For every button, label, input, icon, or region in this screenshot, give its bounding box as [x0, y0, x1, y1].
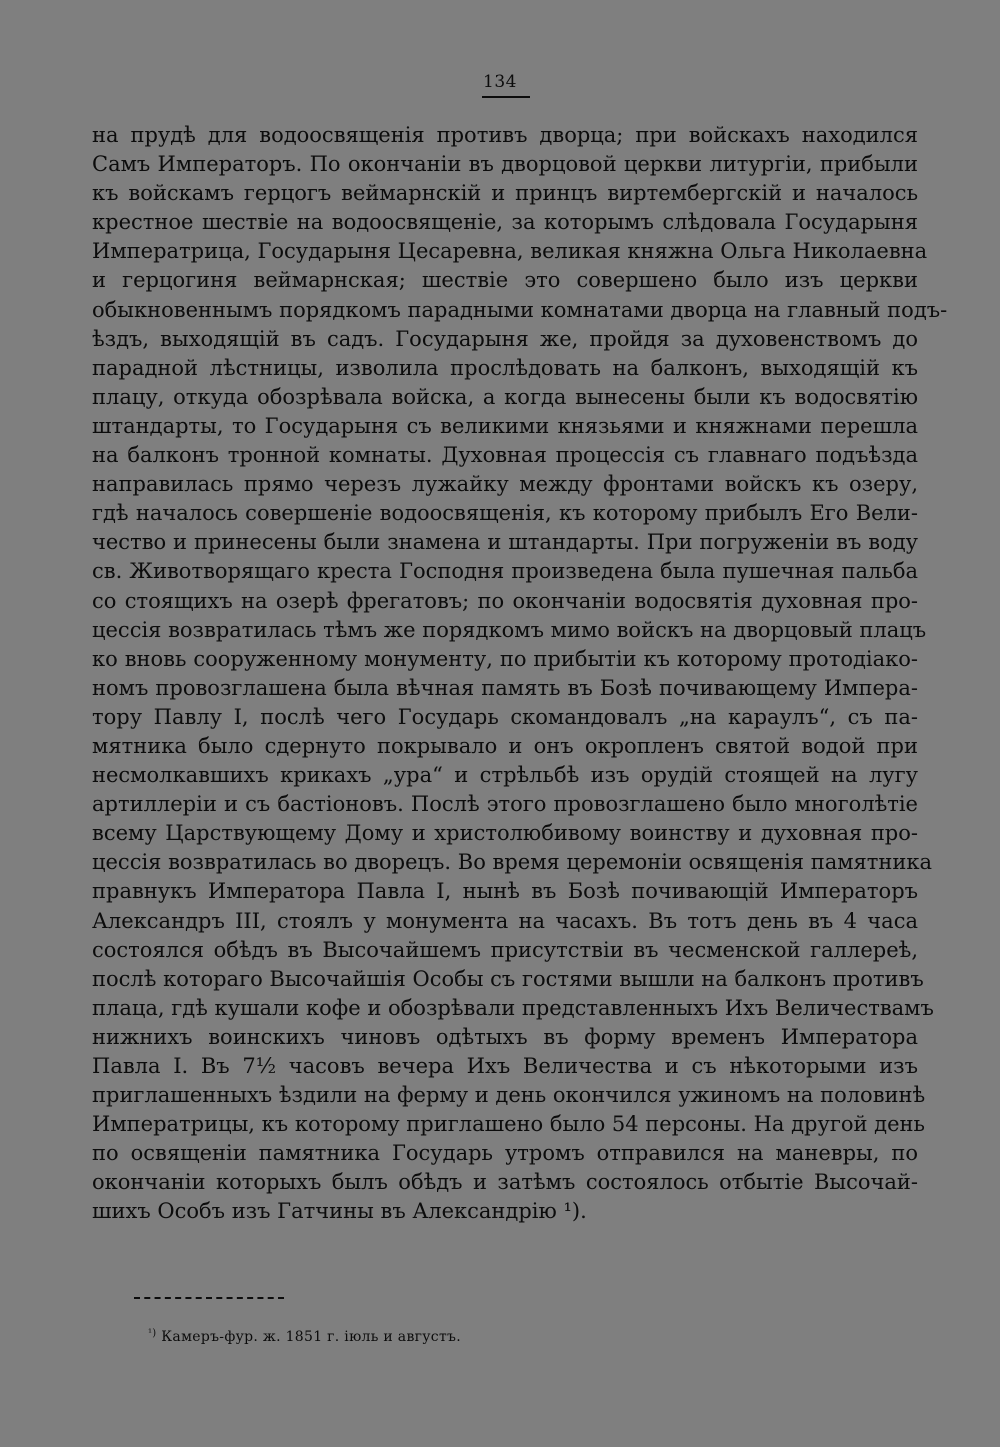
text-line: св. Животворящаго креста Господня произведена была пушечная пальба: [92, 559, 918, 584]
text-line: всему Царствующему Дому и христолюбивому воинству и духовная про-: [92, 821, 918, 846]
footnote-text: Камеръ-фур. ж. 1851 г. іюль и августъ.: [161, 1329, 461, 1345]
text-line: Императрицы, къ которому приглашено было 54 персоны. На другой день: [92, 1112, 925, 1137]
text-line: артиллеріи и съ бастіоновъ. Послѣ этого провозглашено было многолѣтіе: [92, 792, 918, 817]
footnote-marker: ¹): [148, 1328, 157, 1339]
text-line: Императрица, Государыня Цесаревна, великая княжна Ольга Николаевна: [92, 239, 928, 264]
text-line: мятника было сдернуто покрывало и онъ окропленъ святой водой при: [92, 733, 918, 758]
body-text: [92, 121, 948, 1227]
text-line: крестное шествіе на водоосвященіе, за которымъ слѣдовала Государыня: [92, 210, 918, 235]
text-line: приглашенныхъ ѣздили на ферму и день окончился ужиномъ на половинѣ: [92, 1083, 926, 1108]
text-line: гдѣ началось совершеніе водоосвященія, къ которому прибылъ Его Вели-: [92, 501, 918, 526]
text-line: несмолкавшихъ крикахъ „ура“ и стрѣльбѣ изъ орудій стоящей на лугу: [92, 763, 918, 788]
text-line: чество и принесены были знамена и штандарты. При погруженіи въ воду: [92, 530, 918, 555]
text-line: Александръ III, стоялъ у монумента на часахъ. Въ тотъ день въ 4 часа: [92, 908, 918, 933]
text-line: цессія возвратилась во дворецъ. Во время церемоніи освященія памятника: [92, 850, 933, 875]
text-line: обыкновеннымъ порядкомъ парадными комнатами дворца на главный подъ-: [92, 297, 948, 322]
footnote: [148, 1328, 461, 1345]
text-line: по освященіи памятника Государь утромъ отправился на маневры, по: [92, 1141, 918, 1166]
footnote-separator: [134, 1297, 284, 1301]
text-line: къ войскамъ герцогъ веймарнскій и принцъ виртембергскій и началось: [92, 181, 918, 206]
text-line: ѣздъ, выходящій въ садъ. Государыня же, пройдя за духовенствомъ до: [92, 326, 918, 351]
text-line: плаца, гдѣ кушали кофе и обозрѣвали представленныхъ Ихъ Величествамъ: [92, 995, 934, 1020]
text-line: послѣ котораго Высочайшія Особы съ гостями вышли на балконъ противъ: [92, 966, 924, 991]
text-line: направилась прямо черезъ лужайку между фронтами войскъ къ озеру,: [92, 472, 918, 497]
text-line: плацу, откуда обозрѣвала войска, а когда вынесены были къ водосвятію: [92, 384, 918, 409]
text-line: со стоящихъ на озерѣ фрегатовъ; по окончаніи водосвятія духовная про-: [92, 588, 918, 613]
text-line: и герцогиня веймарнская; шествіе это совершено было изъ церкви: [92, 268, 918, 293]
text-line: Павла I. Въ 7½ часовъ вечера Ихъ Величества и съ нѣкоторыми изъ: [92, 1054, 918, 1078]
text-line: ко вновь сооруженному монументу, по прибытіи къ которому протодіако-: [92, 646, 918, 671]
text-line: Самъ Императоръ. По окончаніи въ дворцовой церкви литургіи, прибыли: [92, 152, 918, 177]
text-line: штандарты, то Государыня съ великими князьями и княжнами перешла: [92, 413, 918, 438]
text-line: номъ провозглашена была вѣчная память въ Бозѣ почивающему Импера-: [92, 675, 918, 700]
text-line-last: шихъ Особъ изъ Гатчины въ Александрію ¹).: [92, 1199, 587, 1224]
text-line: на балконъ тронной комнаты. Духовная процессія съ главнаго подъѣзда: [92, 443, 918, 468]
text-line: окончаніи которыхъ былъ обѣдъ и затѣмъ состоялось отбытіе Высочай-: [92, 1170, 918, 1195]
text-line: цессія возвратилась тѣмъ же порядкомъ мимо войскъ на дворцовый плацъ: [92, 617, 927, 642]
page-number: 134: [483, 72, 517, 92]
text-line: состоялся обѣдъ въ Высочайшемъ присутствіи въ чесменской галлереѣ,: [92, 937, 918, 962]
text-line: нижнихъ воинскихъ чиновъ одѣтыхъ въ форму временъ Императора: [92, 1024, 918, 1049]
text-line: правнукъ Императора Павла I, нынѣ въ Бозѣ почивающій Императоръ: [92, 879, 918, 904]
text-line: тору Павлу I, послѣ чего Государь скомандовалъ „на караулъ“, съ па-: [92, 704, 918, 729]
page-number-underline: [482, 96, 530, 98]
text-line: парадной лѣстницы, изволила прослѣдовать на балконъ, выходящій къ: [92, 355, 918, 380]
text-line: на прудѣ для водоосвященія противъ дворца; при войскахъ находился: [92, 123, 918, 147]
